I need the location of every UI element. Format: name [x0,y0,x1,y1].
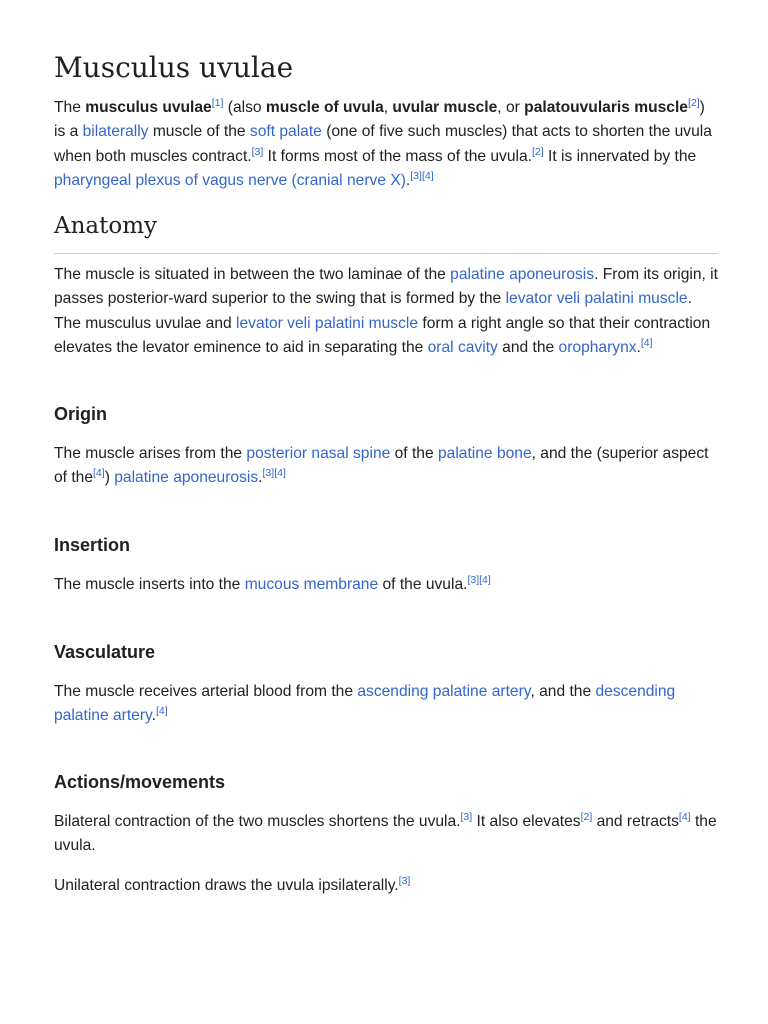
link-pharyngeal-plexus[interactable]: pharyngeal plexus of vagus nerve (cranial nerve X) [54,171,406,189]
reference[interactable]: [4] [479,573,491,586]
reference[interactable]: [3] [398,874,411,887]
section-heading-vasculature: Vasculature [54,642,156,662]
bold-term: palatouvularis muscle [524,99,688,116]
reference[interactable]: [4] [421,169,434,182]
link-levator-veli-palatini[interactable]: levator veli palatini muscle [236,314,419,332]
reference[interactable]: [4] [274,467,286,480]
section-heading-anatomy: Anatomy [54,210,718,254]
bold-term: uvular muscle [392,99,498,116]
reference[interactable]: [2] [580,810,593,823]
link-palatine-aponeurosis[interactable]: palatine aponeurosis [114,469,259,487]
actions-paragraph-2: Unilateral contraction draws the uvula ipsilaterally.[3] [54,874,411,894]
reference[interactable]: [4] [678,810,691,823]
actions-paragraph-1: Bilateral contraction of the two muscles shortens the uvula.[3] It also elevates[2] and retracts[4] the uvula. [54,810,717,855]
reference[interactable]: [4] [93,467,105,480]
link-palatine-aponeurosis[interactable]: palatine aponeurosis [450,266,595,283]
link-posterior-nasal-spine[interactable]: posterior nasal spine [246,445,391,462]
reference[interactable]: [3] [251,145,264,158]
section-heading-actions: Actions/movements [54,772,226,792]
reference[interactable]: [4] [156,705,168,718]
reference[interactable]: [3] [262,467,275,480]
link-mucous-membrane[interactable]: mucous membrane [244,576,379,593]
link-levator-veli-palatini[interactable]: levator veli palatini muscle [505,290,688,308]
reference[interactable]: [3] [410,169,422,182]
link-oropharynx[interactable]: oropharynx [558,338,637,356]
page-title: Musculus uvulae [54,51,294,84]
intro-paragraph: The musculus uvulae[1] (also muscle of uvula, uvular muscle, or palatouvularis muscle[2]) is a bilaterally muscle of the soft palate (one of five such muscles) that acts to shorten the uvula when both muscles contract.[3] It forms most of the mass of the uvula.[2] It is innervated by the pharyngeal plexus of vagus nerve (cranial nerve X).[3][4] [54,96,712,189]
anatomy-paragraph: The muscle is situated in between the two laminae of the palatine aponeurosis. From its origin, it passes posterior-ward superior to the swing that is formed by the levator veli palatini muscle. The musculus uvulae and levator veli palatini muscle form a right angle so that their contraction elevates the levator eminence to aid in separating the oral cavity and the oropharynx.[4] [54,266,718,356]
link-palatine-bone[interactable]: palatine bone [437,445,532,462]
reference[interactable]: [3] [460,810,473,823]
section-heading-insertion: Insertion [54,535,131,555]
link-ascending-palatine-artery[interactable]: ascending palatine artery [357,683,531,700]
link-descending-palatine-artery[interactable]: descending palatine artery [54,683,676,725]
link-soft-palate[interactable]: soft palate [249,123,322,141]
origin-paragraph: The muscle arises from the posterior nasal spine of the palatine bone, and the (superior aspect of the[4]) palatine aponeurosis.[3][4] [54,445,709,487]
reference[interactable]: [3] [467,573,480,586]
reference[interactable]: [4] [640,336,653,349]
section-heading-origin: Origin [54,404,107,424]
link-bilaterally[interactable]: bilaterally [82,123,149,141]
reference[interactable]: [1] [211,96,224,109]
reference[interactable]: [2] [531,145,544,158]
bold-term: muscle of uvula [265,99,384,116]
insertion-paragraph: The muscle inserts into the mucous membrane of the uvula.[3][4] [54,573,491,593]
bold-term: musculus uvulae [85,99,212,116]
reference[interactable]: [2] [687,96,700,109]
link-oral-cavity[interactable]: oral cavity [427,338,498,356]
vasculature-paragraph: The muscle receives arterial blood from the ascending palatine artery, and the descending palatine artery.[4] [54,683,676,725]
